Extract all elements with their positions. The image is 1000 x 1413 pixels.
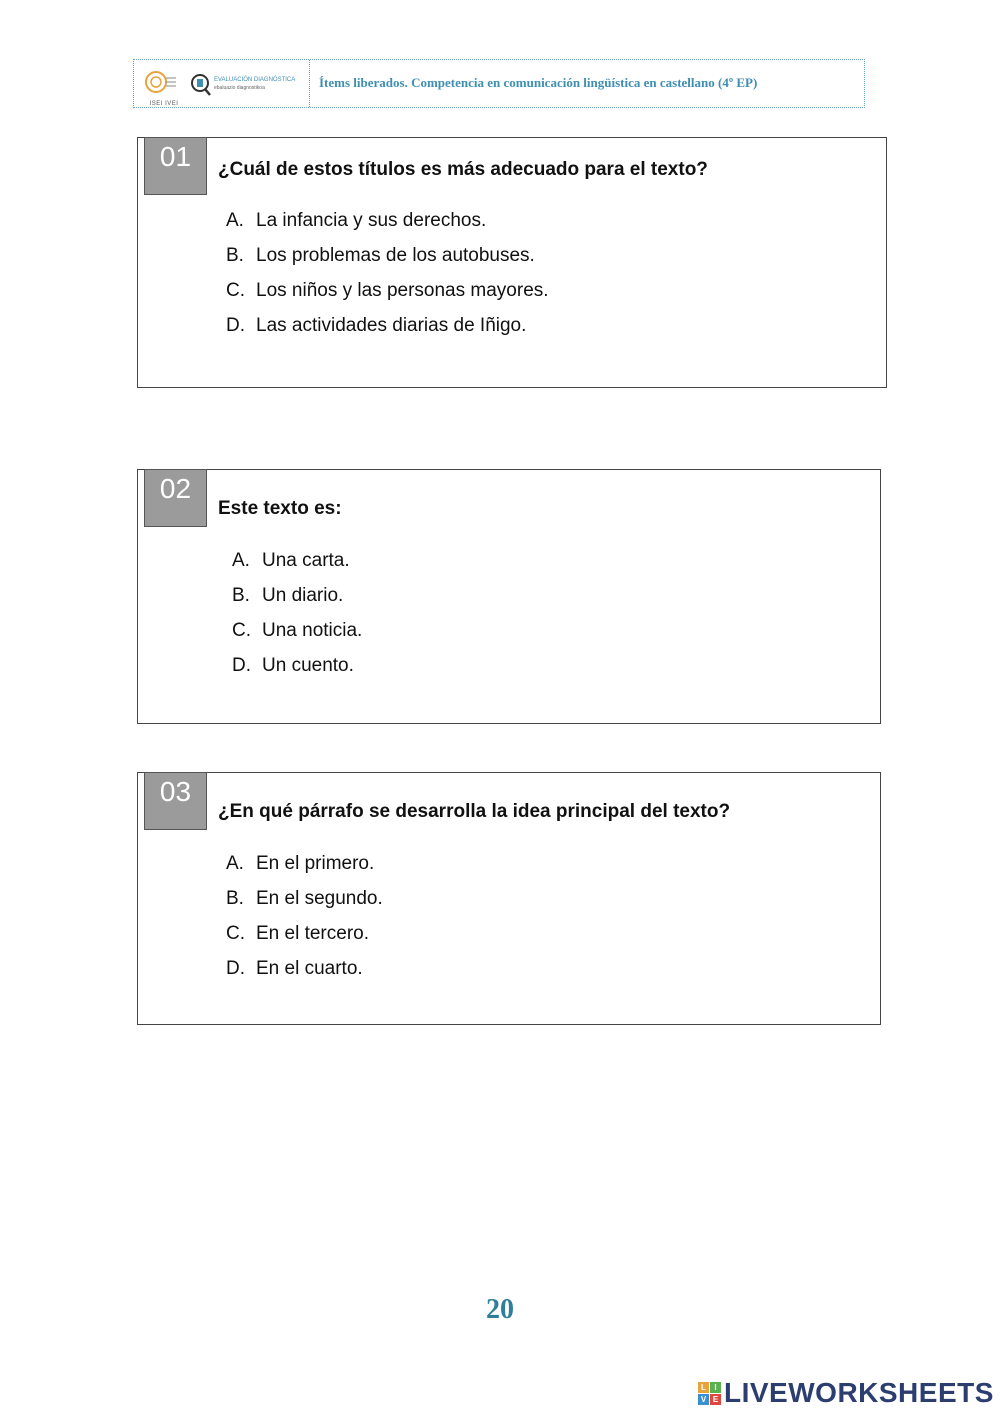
option-letter: A. — [232, 550, 250, 571]
question-text: ¿Cuál de estos títulos es más adecuado para el texto? — [218, 159, 708, 180]
option-letter: D. — [232, 655, 251, 676]
header-divider — [309, 60, 310, 107]
option-letter: C. — [226, 923, 245, 944]
option-text: Las actividades diarias de Iñigo. — [256, 315, 527, 336]
question-number: 01 — [144, 137, 207, 195]
option-text: La infancia y sus derechos. — [256, 210, 487, 231]
option-b[interactable] — [226, 888, 383, 923]
option-b[interactable] — [226, 245, 549, 280]
option-a[interactable] — [232, 550, 362, 585]
option-text: Los niños y las personas mayores. — [256, 280, 549, 301]
option-letter: A. — [226, 210, 244, 231]
question-number: 03 — [144, 772, 207, 830]
header-title: Ítems liberados. Competencia en comunicación lingüística en castellano (4º EP) — [319, 75, 758, 90]
option-b[interactable] — [232, 585, 362, 620]
option-text: En el primero. — [256, 853, 375, 874]
options-list — [232, 550, 362, 690]
option-letter: C. — [232, 620, 251, 641]
option-text: Un cuento. — [262, 655, 354, 676]
question-text: Este texto es: — [218, 498, 342, 519]
badge-letter: V — [698, 1394, 709, 1405]
option-letter: C. — [226, 280, 245, 301]
option-letter: B. — [226, 245, 244, 266]
liveworksheets-text: LIVEWORKSHEETS — [724, 1377, 994, 1408]
options-list — [226, 853, 383, 993]
option-letter: B. — [232, 585, 250, 606]
question-text: ¿En qué párrafo se desarrolla la idea principal del texto? — [218, 801, 731, 822]
evaluacion-diagnostica-logo — [190, 70, 302, 98]
option-text: En el tercero. — [256, 923, 369, 944]
liveworksheets-badge-icon — [698, 1382, 721, 1405]
option-a[interactable] — [226, 853, 383, 888]
badge-letter: L — [698, 1382, 709, 1393]
logo-caption: ISEI IVEI — [149, 101, 179, 107]
badge-letter: I — [710, 1382, 721, 1393]
option-d[interactable] — [226, 958, 383, 993]
option-text: Un diario. — [262, 585, 344, 606]
option-d[interactable] — [232, 655, 362, 690]
isei-ivei-logo — [142, 68, 179, 107]
option-c[interactable] — [226, 923, 383, 958]
option-letter: A. — [226, 853, 244, 874]
options-list — [226, 210, 549, 350]
option-text: Los problemas de los autobuses. — [256, 245, 535, 266]
logo-line2: ebaluazio diagnostikoa — [214, 85, 265, 91]
option-text: Una carta. — [262, 550, 350, 571]
option-text: Una noticia. — [262, 620, 363, 641]
option-c[interactable] — [226, 280, 549, 315]
question-box-02 — [137, 469, 881, 724]
logo-line1: EVALUACIÓN DIAGNÓSTICA — [214, 77, 296, 83]
page-header — [133, 59, 865, 108]
liveworksheets-brand[interactable] — [698, 1377, 994, 1409]
option-letter: B. — [226, 888, 244, 909]
option-a[interactable] — [226, 210, 549, 245]
option-d[interactable] — [226, 315, 549, 350]
question-number: 02 — [144, 469, 207, 527]
option-c[interactable] — [232, 620, 362, 655]
question-box-03 — [137, 772, 881, 1025]
badge-letter: E — [710, 1394, 721, 1405]
option-letter: D. — [226, 958, 245, 979]
option-text: En el cuarto. — [256, 958, 363, 979]
option-text: En el segundo. — [256, 888, 383, 909]
option-letter: D. — [226, 315, 245, 336]
question-box-01 — [137, 137, 887, 388]
page-number: 20 — [486, 1294, 514, 1325]
